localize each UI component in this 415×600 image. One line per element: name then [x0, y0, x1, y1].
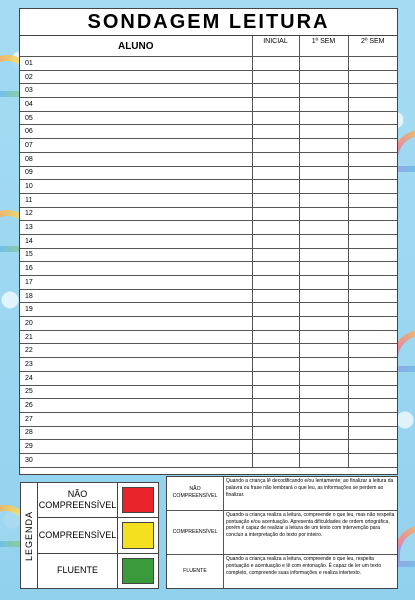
table-row	[20, 385, 397, 399]
1-sem-cell[interactable]	[299, 234, 348, 248]
column-header-2-sem: 2º SEM	[348, 36, 397, 57]
legend-label: NÃO COMPREENSÍVEL	[38, 483, 118, 517]
criteria-box	[166, 476, 398, 589]
criteria-row	[167, 510, 397, 554]
2-sem-cell[interactable]	[348, 152, 397, 166]
row-number: 24	[20, 371, 252, 385]
1-sem-cell[interactable]	[299, 385, 348, 399]
row-number: 20	[20, 317, 252, 331]
table-row	[20, 399, 397, 413]
2-sem-cell[interactable]	[348, 453, 397, 467]
1-sem-cell[interactable]	[299, 317, 348, 331]
2-sem-cell[interactable]	[348, 385, 397, 399]
2-sem-cell[interactable]	[348, 276, 397, 290]
row-number: 09	[20, 166, 252, 180]
2-sem-cell[interactable]	[348, 358, 397, 372]
table-row	[20, 125, 397, 139]
table-row	[20, 440, 397, 454]
inicial-cell[interactable]	[252, 57, 299, 71]
row-number: 08	[20, 152, 252, 166]
legend-label: COMPREENSÍVEL	[38, 518, 118, 552]
legend-item-fluente	[38, 554, 158, 588]
2-sem-cell[interactable]	[348, 399, 397, 413]
1-sem-cell[interactable]	[299, 399, 348, 413]
inicial-cell[interactable]	[252, 412, 299, 426]
criteria-level: COMPREENSÍVEL	[167, 510, 224, 554]
2-sem-cell[interactable]	[348, 412, 397, 426]
row-number: 18	[20, 289, 252, 303]
1-sem-cell[interactable]	[299, 426, 348, 440]
2-sem-cell[interactable]	[348, 166, 397, 180]
inicial-cell[interactable]	[252, 234, 299, 248]
table-row	[20, 248, 397, 262]
table-row	[20, 330, 397, 344]
row-number: 22	[20, 344, 252, 358]
2-sem-cell[interactable]	[348, 248, 397, 262]
inicial-cell[interactable]	[252, 385, 299, 399]
table-row	[20, 303, 397, 317]
column-header-aluno: ALUNO	[20, 36, 252, 57]
1-sem-cell[interactable]	[299, 98, 348, 112]
table-row	[20, 289, 397, 303]
2-sem-cell[interactable]	[348, 426, 397, 440]
table-row	[20, 412, 397, 426]
inicial-cell[interactable]	[252, 207, 299, 221]
inicial-cell[interactable]	[252, 70, 299, 84]
legend-swatch-green	[122, 558, 154, 584]
criteria-row	[167, 477, 397, 510]
table-row	[20, 84, 397, 98]
1-sem-cell[interactable]	[299, 57, 348, 71]
row-number: 29	[20, 440, 252, 454]
1-sem-cell[interactable]	[299, 262, 348, 276]
row-number: 03	[20, 84, 252, 98]
2-sem-cell[interactable]	[348, 70, 397, 84]
inicial-cell[interactable]	[252, 98, 299, 112]
table-row	[20, 139, 397, 153]
inicial-cell[interactable]	[252, 371, 299, 385]
inicial-cell[interactable]	[252, 180, 299, 194]
table-row	[20, 317, 397, 331]
table-header-row	[20, 36, 397, 57]
2-sem-cell[interactable]	[348, 262, 397, 276]
legend-swatch-yellow	[122, 522, 154, 548]
1-sem-cell[interactable]	[299, 111, 348, 125]
2-sem-cell[interactable]	[348, 371, 397, 385]
row-number: 30	[20, 453, 252, 467]
table-row	[20, 262, 397, 276]
inicial-cell[interactable]	[252, 330, 299, 344]
row-number: 23	[20, 358, 252, 372]
1-sem-cell[interactable]	[299, 70, 348, 84]
criteria-level: FLUENTE	[167, 555, 224, 588]
inicial-cell[interactable]	[252, 152, 299, 166]
legend-rows	[38, 483, 158, 588]
2-sem-cell[interactable]	[348, 221, 397, 235]
2-sem-cell[interactable]	[348, 139, 397, 153]
inicial-cell[interactable]	[252, 440, 299, 454]
row-number: 25	[20, 385, 252, 399]
1-sem-cell[interactable]	[299, 289, 348, 303]
table-row	[20, 371, 397, 385]
row-number: 17	[20, 276, 252, 290]
1-sem-cell[interactable]	[299, 303, 348, 317]
2-sem-cell[interactable]	[348, 317, 397, 331]
table-row	[20, 453, 397, 467]
column-header-inicial: INICIAL	[252, 36, 299, 57]
table-row	[20, 344, 397, 358]
2-sem-cell[interactable]	[348, 207, 397, 221]
1-sem-cell[interactable]	[299, 344, 348, 358]
inicial-cell[interactable]	[252, 303, 299, 317]
row-number: 16	[20, 262, 252, 276]
row-number: 02	[20, 70, 252, 84]
2-sem-cell[interactable]	[348, 98, 397, 112]
inicial-cell[interactable]	[252, 344, 299, 358]
legend-item-nao-compreensivel	[38, 483, 158, 518]
row-number: 26	[20, 399, 252, 413]
table-row	[20, 111, 397, 125]
table-row	[20, 207, 397, 221]
inicial-cell[interactable]	[252, 111, 299, 125]
inicial-cell[interactable]	[252, 193, 299, 207]
1-sem-cell[interactable]	[299, 207, 348, 221]
row-number: 28	[20, 426, 252, 440]
inicial-cell[interactable]	[252, 262, 299, 276]
row-number: 06	[20, 125, 252, 139]
table-row	[20, 98, 397, 112]
table-row	[20, 426, 397, 440]
2-sem-cell[interactable]	[348, 234, 397, 248]
row-number: 15	[20, 248, 252, 262]
inicial-cell[interactable]	[252, 84, 299, 98]
inicial-cell[interactable]	[252, 358, 299, 372]
2-sem-cell[interactable]	[348, 440, 397, 454]
1-sem-cell[interactable]	[299, 440, 348, 454]
criteria-row	[167, 555, 397, 588]
row-number: 13	[20, 221, 252, 235]
legend-title-cell	[21, 483, 38, 588]
inicial-cell[interactable]	[252, 166, 299, 180]
inicial-cell[interactable]	[252, 139, 299, 153]
row-number: 12	[20, 207, 252, 221]
row-number: 11	[20, 193, 252, 207]
1-sem-cell[interactable]	[299, 166, 348, 180]
1-sem-cell[interactable]	[299, 330, 348, 344]
criteria-description: Quando a criança lê decodificando e/ou lentamente; ao finalizar a leitura da palavra ou frase não lembrará o que leu, as informações se perdem ao finalizar.	[224, 477, 398, 510]
2-sem-cell[interactable]	[348, 125, 397, 139]
inicial-cell[interactable]	[252, 317, 299, 331]
row-number: 04	[20, 98, 252, 112]
table-row	[20, 276, 397, 290]
2-sem-cell[interactable]	[348, 330, 397, 344]
table-row	[20, 358, 397, 372]
2-sem-cell[interactable]	[348, 84, 397, 98]
inicial-cell[interactable]	[252, 289, 299, 303]
2-sem-cell[interactable]	[348, 180, 397, 194]
row-number: 01	[20, 57, 252, 71]
student-table	[20, 36, 397, 468]
table-row	[20, 193, 397, 207]
2-sem-cell[interactable]	[348, 57, 397, 71]
1-sem-cell[interactable]	[299, 193, 348, 207]
legend-swatch-red	[122, 487, 154, 513]
1-sem-cell[interactable]	[299, 84, 348, 98]
criteria-table	[167, 477, 397, 588]
row-number: 27	[20, 412, 252, 426]
criteria-description: Quando a criança realiza a leitura, compreende o que leu, mas não respeita pontuação e/ou acentuação. Apresenta dificuldades de ordem ortográfica, porém é capaz de realizar a leitura de um texto com intervenção para concluir a interpretação do texto por inteiro.	[224, 510, 398, 554]
2-sem-cell[interactable]	[348, 289, 397, 303]
table-row	[20, 221, 397, 235]
row-number: 14	[20, 234, 252, 248]
2-sem-cell[interactable]	[348, 303, 397, 317]
column-header-1-sem: 1º SEM	[299, 36, 348, 57]
row-number: 19	[20, 303, 252, 317]
table-row	[20, 57, 397, 71]
legend-label: FLUENTE	[38, 554, 118, 588]
inicial-cell[interactable]	[252, 276, 299, 290]
1-sem-cell[interactable]	[299, 125, 348, 139]
1-sem-cell[interactable]	[299, 248, 348, 262]
criteria-level: NÃO COMPREENSÍVEL	[167, 477, 224, 510]
row-number: 05	[20, 111, 252, 125]
page-title: SONDAGEM LEITURA	[20, 9, 397, 36]
1-sem-cell[interactable]	[299, 453, 348, 467]
table-row	[20, 180, 397, 194]
row-number: 07	[20, 139, 252, 153]
criteria-description: Quando a criança realiza a leitura, compreende o que leu, respeita pontuação e acentuação e lê com entonação. É capaz de ler um texto completo, compreende suas informações e realiza intertexto.	[224, 555, 398, 588]
1-sem-cell[interactable]	[299, 152, 348, 166]
1-sem-cell[interactable]	[299, 221, 348, 235]
2-sem-cell[interactable]	[348, 193, 397, 207]
table-row	[20, 152, 397, 166]
legend-box	[20, 482, 159, 589]
table-row	[20, 70, 397, 84]
inicial-cell[interactable]	[252, 221, 299, 235]
inicial-cell[interactable]	[252, 453, 299, 467]
2-sem-cell[interactable]	[348, 111, 397, 125]
reading-survey-sheet	[19, 8, 398, 475]
inicial-cell[interactable]	[252, 399, 299, 413]
1-sem-cell[interactable]	[299, 371, 348, 385]
inicial-cell[interactable]	[252, 248, 299, 262]
table-row	[20, 166, 397, 180]
legend-title: LEGENDA	[24, 510, 35, 561]
row-number: 10	[20, 180, 252, 194]
row-number: 21	[20, 330, 252, 344]
legend-item-compreensivel	[38, 518, 158, 553]
1-sem-cell[interactable]	[299, 139, 348, 153]
table-row	[20, 234, 397, 248]
1-sem-cell[interactable]	[299, 180, 348, 194]
2-sem-cell[interactable]	[348, 344, 397, 358]
inicial-cell[interactable]	[252, 426, 299, 440]
1-sem-cell[interactable]	[299, 412, 348, 426]
1-sem-cell[interactable]	[299, 276, 348, 290]
inicial-cell[interactable]	[252, 125, 299, 139]
1-sem-cell[interactable]	[299, 358, 348, 372]
